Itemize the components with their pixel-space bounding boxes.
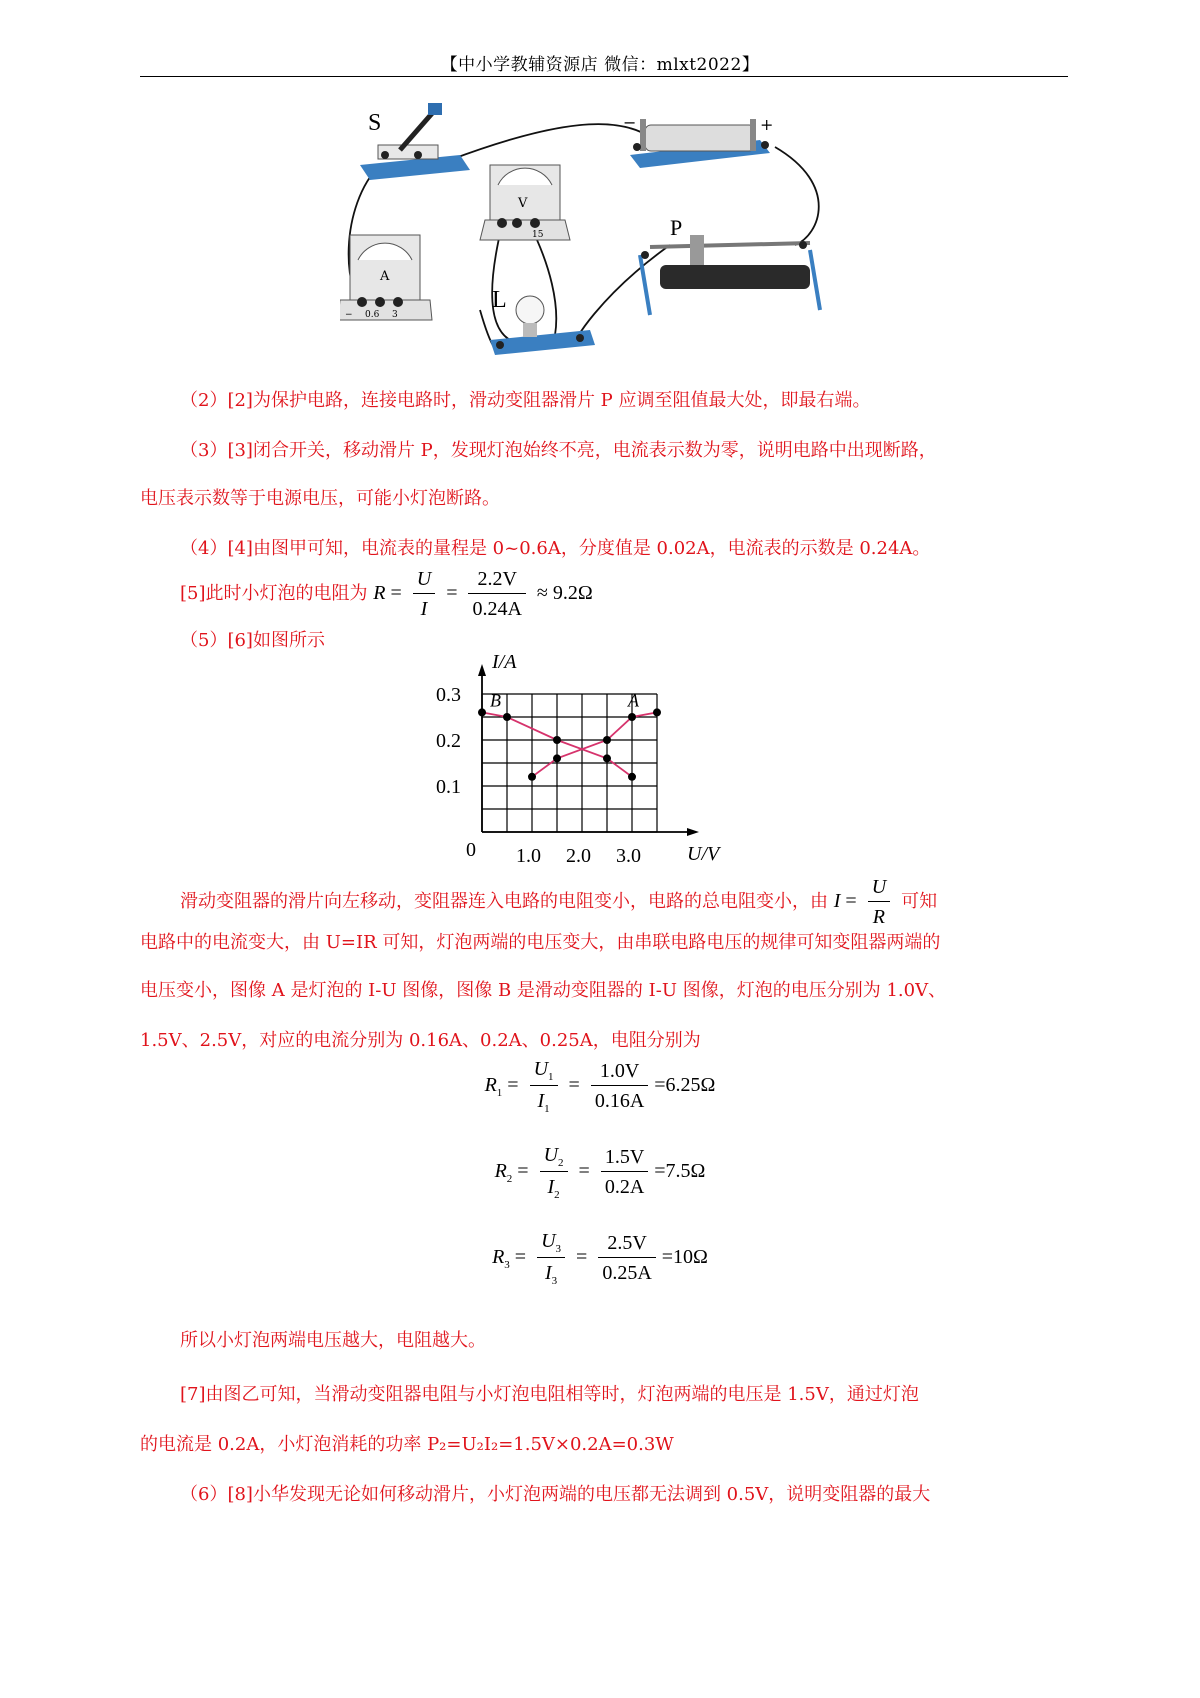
ohm-eq: = [845, 890, 857, 913]
u1-symbol: U [533, 1058, 549, 1080]
formula-r2: $R_2$ = $\frac{U_2}{I_2}$ = $\frac{1.5V}{0.2A}$ =7.5Ω [494, 1144, 706, 1201]
r3-symbol: R [492, 1246, 505, 1269]
ammeter [340, 235, 432, 320]
i2-sub: 2 [554, 1189, 560, 1201]
para-3-line2: 电压表示数等于电源电压，可能小灯泡断路。 [140, 488, 500, 509]
u3-symbol: U [541, 1230, 556, 1252]
ammeter-max: 3 [392, 310, 398, 320]
r3-sub: 3 [504, 1259, 510, 1272]
series-line-A [532, 712, 657, 776]
formula-r1: $R_1$ = $\frac{U_1}{I_1}$ = $\frac{1.0V}{0.16A}$ =6.25Ω [484, 1058, 716, 1115]
u1-sub: 1 [548, 1071, 554, 1083]
data-point-A [653, 708, 661, 716]
voltmeter [480, 165, 570, 240]
para-5 [180, 568, 593, 621]
para-3-line1: （3）[3]闭合开关，移动滑片 P，发现灯泡始终不亮，电流表示数为零，说明电路中出现断路， [180, 440, 937, 461]
ammeter-label: A [380, 269, 390, 284]
page-header: 【中小学教辅资源店 微信：mlxt2022】 [440, 55, 760, 75]
x-tick-label: 1.0 [516, 845, 541, 867]
ammeter-minus: − [345, 310, 353, 320]
frac-num: 2.2V [468, 568, 525, 594]
r2-num: 1.5V [601, 1146, 648, 1172]
r2-den: 0.2A [604, 1176, 645, 1198]
r1-den: 0.16A [594, 1090, 645, 1112]
frac-den: 0.24A [472, 598, 522, 620]
r-symbol: R [373, 582, 386, 605]
voltmeter-max: 15 [532, 230, 544, 240]
data-point-A [603, 736, 611, 744]
y-axis-label: I/A [492, 651, 517, 673]
r3-den: 0.25A [602, 1262, 652, 1284]
data-point-A [628, 713, 636, 721]
ohm-u: U [868, 876, 890, 902]
para-7-line1 [180, 876, 937, 929]
x-axis-arrow [687, 828, 699, 836]
origin-label: 0 [466, 839, 476, 861]
switch-label: S [368, 110, 382, 136]
r2-sub: 2 [506, 1173, 513, 1186]
data-point-A [528, 773, 536, 781]
r3-result: =10Ω [661, 1246, 708, 1269]
frac-i: I [420, 598, 428, 620]
para-7-line4: 1.5V、2.5V，对应的电流分别为 0.16A、0.2A、0.25A，电阻分别为 [140, 1030, 701, 1051]
para-7b: 可知 [901, 891, 938, 913]
i2-symbol: I [547, 1176, 555, 1198]
data-point-A [553, 754, 561, 762]
u2-sub: 2 [558, 1157, 564, 1169]
frac-u: U [413, 568, 435, 594]
data-point-B [478, 708, 486, 716]
circuit-diagram [340, 95, 860, 395]
r1-symbol: R [484, 1074, 497, 1097]
para-8: 所以小灯泡两端电压越大，电阻越大。 [180, 1330, 486, 1351]
y-tick-label: 0.1 [436, 776, 461, 798]
y-axis-arrow [478, 664, 486, 676]
ohm-r: R [872, 906, 886, 928]
ohm-i: I [833, 890, 841, 913]
header-rule [140, 76, 1068, 77]
switch-s [360, 103, 470, 180]
para-7-line3: 电压变小，图像 A 是灯泡的 I-U 图像，图像 B 是滑动变阻器的 I-U 图像，灯泡的电压分别为 1.0V、 [140, 980, 947, 1001]
para-10: （6）[8]小华发现无论如何移动滑片，小灯泡两端的电压都无法调到 0.5V，说明变阻器的最大 [180, 1484, 931, 1505]
data-point-B [553, 736, 561, 744]
data-point-B [628, 773, 636, 781]
eq-sign-2: = [446, 582, 458, 605]
voltmeter-label: V [518, 196, 528, 211]
r3-num: 2.5V [598, 1232, 655, 1258]
formula-r3: $R_3$ = $\frac{U_3}{I_3}$ = $\frac{2.5V}{0.25A}$ =10Ω [492, 1230, 708, 1287]
para-9-line1: [7]由图乙可知，当滑动变阻器电阻与小灯泡电阻相等时，灯泡两端的电压是 1.5V，通过灯泡 [180, 1384, 919, 1405]
minus-label: − [623, 113, 637, 132]
i1-symbol: I [537, 1090, 545, 1112]
rheostat [640, 215, 820, 315]
i3-sub: 3 [551, 1275, 558, 1287]
r2-symbol: R [494, 1160, 507, 1183]
r1-sub: 1 [496, 1087, 503, 1100]
y-tick-label: 0.3 [436, 684, 461, 706]
para-9-line2: 的电流是 0.2A，小灯泡消耗的功率 P₂=U₂I₂=1.5V×0.2A=0.3W [140, 1434, 674, 1455]
series-label-B: B [490, 690, 501, 711]
ammeter-mid: 0.6 [365, 310, 380, 320]
iu-chart [430, 650, 760, 880]
i3-symbol: I [544, 1262, 552, 1284]
r1-result: =6.25Ω [654, 1074, 716, 1097]
slider-label: P [670, 215, 683, 240]
battery [623, 113, 773, 168]
para-4: （4）[4]由图甲可知，电流表的量程是 0~0.6A，分度值是 0.02A，电流表的示数是 0.24A。 [180, 538, 931, 559]
para-2: （2）[2]为保护电路，连接电路时，滑动变阻器滑片 P 应调至阻值最大处，即最右端。 [180, 390, 871, 411]
para-6: （5）[6]如图所示 [180, 630, 325, 651]
para-7-line2: 电路中的电流变大，由 U=IR 可知，灯泡两端的电压变大，由串联电路电压的规律可知变阻器两端的 [140, 932, 941, 953]
y-tick-label: 0.2 [436, 730, 461, 752]
u2-symbol: U [543, 1144, 559, 1166]
u3-sub: 3 [555, 1243, 562, 1255]
plus-label: + [760, 115, 774, 134]
para-7a: 滑动变阻器的滑片向左移动，变阻器连入电路的电阻变小，电路的总电阻变小，由 [180, 891, 828, 913]
i1-sub: 1 [544, 1103, 550, 1115]
lamp-label: L [492, 287, 507, 313]
lamp [490, 287, 595, 355]
eq-sign: = [390, 582, 402, 605]
para-5-prefix: [5]此时小灯泡的电阻为 [180, 583, 368, 605]
series-label-A: A [628, 690, 639, 711]
data-point-B [503, 713, 511, 721]
x-tick-label: 2.0 [566, 845, 591, 867]
r2-result: =7.5Ω [654, 1160, 706, 1183]
data-point-B [603, 754, 611, 762]
x-axis-label: U/V [687, 843, 720, 865]
r1-num: 1.0V [591, 1060, 648, 1086]
x-tick-label: 3.0 [616, 845, 641, 867]
result: ≈ 9.2Ω [536, 582, 593, 605]
